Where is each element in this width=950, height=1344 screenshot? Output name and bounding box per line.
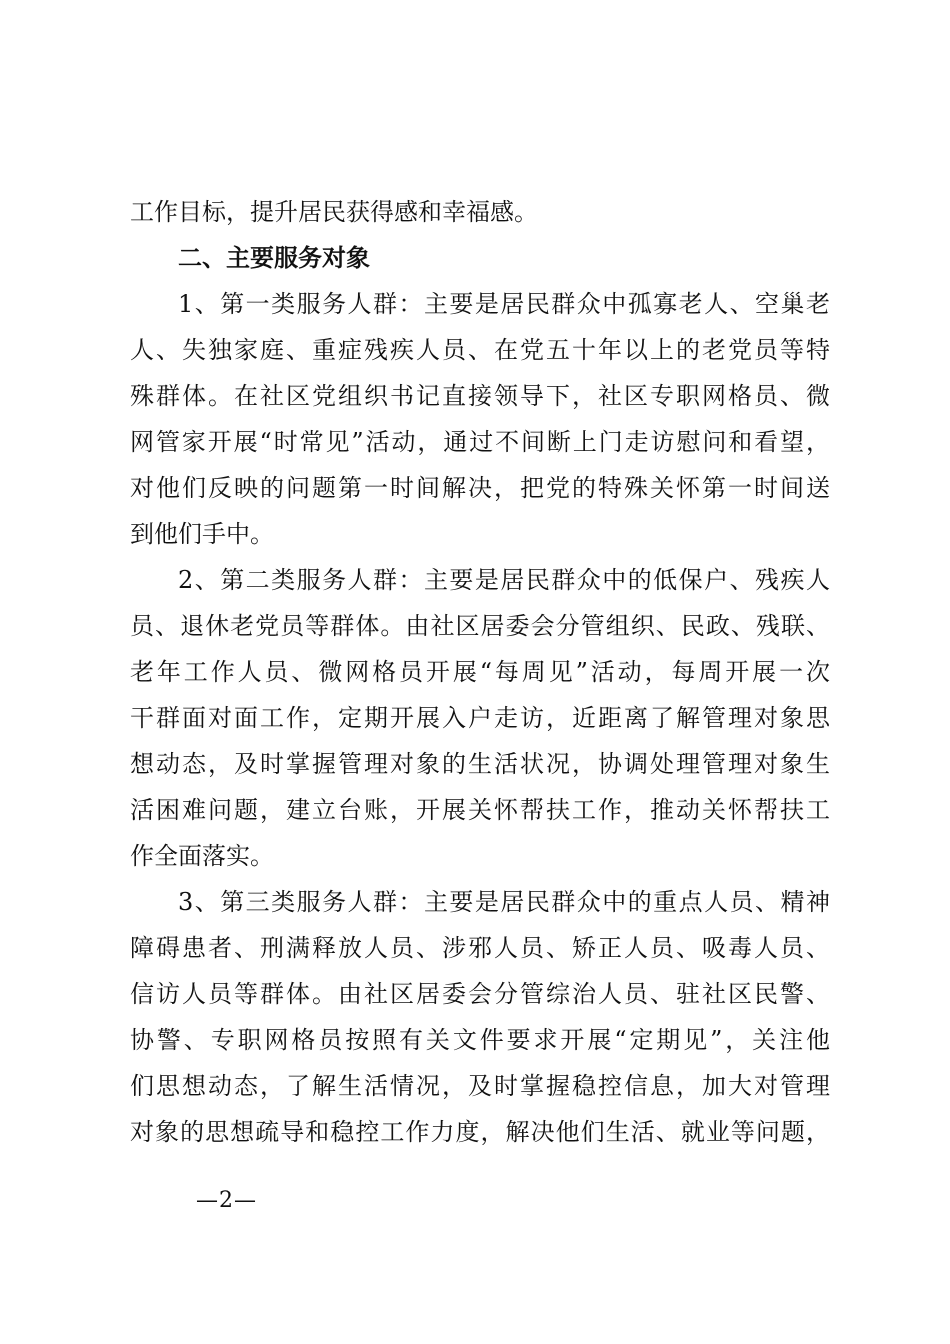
paragraph-1-line-3: 殊群体。在社区党组织书记直接领导下，社区专职网格员、微 [130,382,830,410]
paragraph-2-line-2: 员、退休老党员等群体。由社区居委会分管组织、民政、残联、 [130,612,830,640]
paragraph-2-line-3: 老年工作人员、微网格员开展“每周见”活动，每周开展一次 [130,658,830,686]
paragraph-1-line-2: 人、失独家庭、重症残疾人员、在党五十年以上的老党员等特 [130,336,830,364]
paragraph-3-line-4: 协警、专职网格员按照有关文件要求开展“定期见”，关注他 [130,1026,830,1054]
paragraph-3-line-1: 3、第三类服务人群：主要是居民群众中的重点人员、精神 [178,888,830,916]
paragraph-2-line-5: 想动态，及时掌握管理对象的生活状况，协调处理管理对象生 [130,750,830,778]
paragraph-1-line-6: 到他们手中。 [130,520,274,548]
paragraph-3-line-2: 障碍患者、刑满释放人员、涉邪人员、矫正人员、吸毒人员、 [130,934,830,962]
paragraph-1-line-4: 网管家开展“时常见”活动，通过不间断上门走访慰问和看望， [130,428,830,456]
paragraph-1-line-1: 1、第一类服务人群：主要是居民群众中孤寡老人、空巢老 [178,290,830,318]
page-number: —2— [196,1188,257,1213]
paragraph-2-line-4: 干群面对面工作，定期开展入户走访，近距离了解管理对象思 [130,704,830,732]
paragraph-2-line-6: 活困难问题，建立台账，开展关怀帮扶工作，推动关怀帮扶工 [130,796,830,824]
paragraph-3-line-3: 信访人员等群体。由社区居委会分管综治人员、驻社区民警、 [130,980,830,1008]
paragraph-2-line-1: 2、第二类服务人群：主要是居民群众中的低保户、残疾人 [178,566,830,594]
paragraph-3-line-6: 对象的思想疏导和稳控工作力度，解决他们生活、就业等问题， [130,1118,830,1146]
section-heading: 二、主要服务对象 [178,244,370,272]
intro-tail-line: 工作目标，提升居民获得感和幸福感。 [130,198,538,226]
paragraph-2-line-7: 作全面落实。 [130,842,274,870]
paragraph-3-line-5: 们思想动态，了解生活情况，及时掌握稳控信息，加大对管理 [130,1072,830,1100]
paragraph-1-line-5: 对他们反映的问题第一时间解决，把党的特殊关怀第一时间送 [130,474,830,502]
